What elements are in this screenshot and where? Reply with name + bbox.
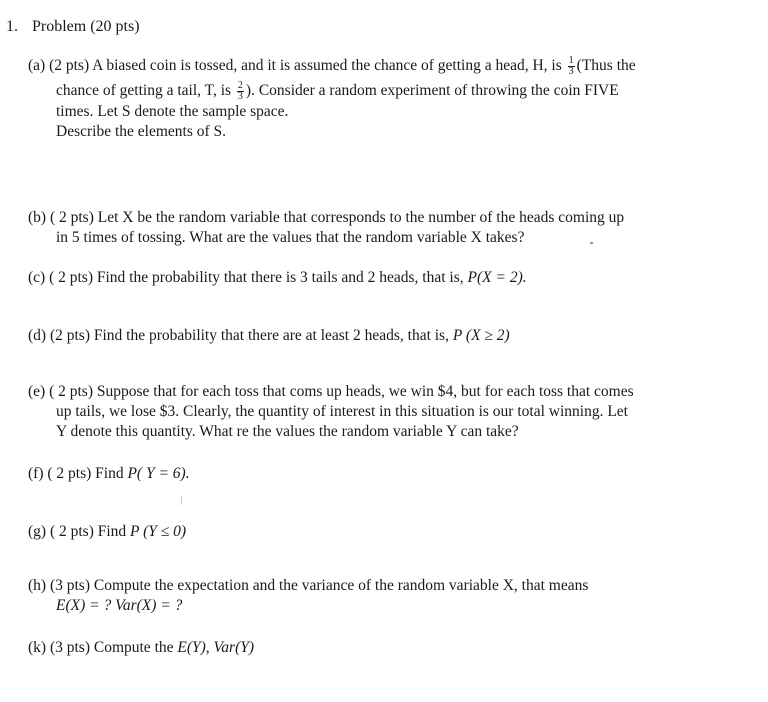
part-a-line1 [28, 56, 636, 77]
fraction-numerator: 2 [237, 80, 243, 91]
part-d [28, 326, 510, 346]
fraction-numerator: 1 [568, 55, 574, 66]
part-a-line2-end: ). Consider a random experiment of throwing the coin FIVE [245, 82, 619, 100]
part-f-text: (f) ( 2 pts) Find [28, 465, 128, 482]
part-e [28, 382, 634, 442]
part-a-line2 [28, 81, 636, 102]
part-c-math: P(X = 2). [467, 269, 527, 286]
part-g [28, 522, 186, 542]
problem-number: 1. [6, 18, 18, 35]
part-a-line1-text: (a) (2 pts) A biased coin is tossed, and it is assumed the chance of getting a head, H, is [28, 57, 562, 75]
part-a-line2-text: chance of getting a tail, T, is [56, 82, 232, 100]
part-b-line1: (b) ( 2 pts) Let X be the random variable that corresponds to the number of the heads coming up [28, 209, 625, 226]
part-g-text: (g) ( 2 pts) Find [28, 523, 131, 540]
part-d-text: (d) (2 pts) Find the probability that there are at least 2 heads, that is, [28, 327, 453, 344]
fraction-denominator: 3 [568, 66, 574, 77]
part-k-text: (k) (3 pts) Compute the [28, 639, 178, 656]
part-a-line4: Describe the elements of S. [56, 123, 227, 140]
part-h-line1: (h) (3 pts) Compute the expectation and the variance of the random variable X, that means [28, 577, 589, 594]
part-h [28, 576, 588, 616]
scan-mark [181, 496, 182, 505]
fraction-one-third [568, 56, 575, 77]
part-k-math: E(Y), Var(Y) [177, 639, 255, 656]
part-a-line1-end: (Thus the [576, 57, 636, 75]
part-b-line2: in 5 times of tossing. What are the values that the random variable X takes? [56, 229, 525, 246]
part-d-math: P (X ≥ 2) [452, 327, 510, 344]
part-a-line3: times. Let S denote the sample space. [56, 103, 289, 120]
part-k [28, 638, 254, 658]
problem-title: Problem (20 pts) [32, 18, 140, 35]
part-e-line2: up tails, we lose $3. Clearly, the quantity of interest in this situation is our total winning. Let [56, 403, 628, 420]
scan-speck [590, 242, 593, 244]
problem-heading [6, 18, 140, 36]
part-e-line1: (e) ( 2 pts) Suppose that for each toss that coms up heads, we win $4, but for each toss that comes [28, 383, 634, 400]
part-h-line2: E(X) = ? Var(X) = ? [56, 597, 183, 614]
part-f [28, 464, 190, 484]
part-e-line3: Y denote this quantity. What re the values the random variable Y can take? [56, 423, 519, 440]
fraction-two-thirds [237, 81, 244, 102]
part-c [28, 268, 527, 288]
fraction-denominator: 3 [237, 91, 243, 102]
part-b [28, 208, 624, 248]
part-g-math: P (Y ≤ 0) [130, 523, 187, 540]
part-f-math: P( Y = 6). [127, 465, 190, 482]
part-c-text: (c) ( 2 pts) Find the probability that there is 3 tails and 2 heads, that is, [28, 269, 468, 286]
part-a [28, 56, 636, 142]
